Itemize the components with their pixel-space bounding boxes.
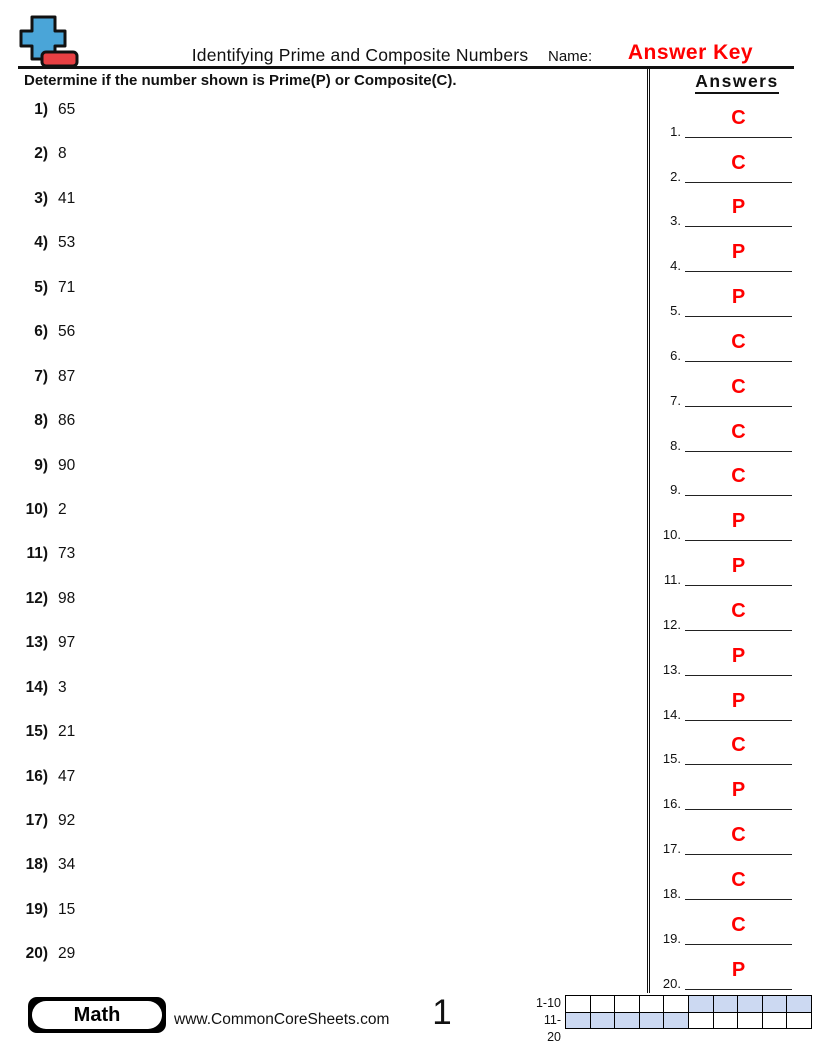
answer-row <box>655 410 797 455</box>
question-number: 5) <box>34 278 48 296</box>
question-number: 6) <box>34 323 48 341</box>
question-number: 12) <box>25 589 48 607</box>
name-value-answer-key: Answer Key <box>627 41 754 64</box>
score-row-label: 1-10 <box>535 996 561 1010</box>
question-row <box>24 318 624 362</box>
answer-letter: P <box>731 779 746 802</box>
question-row <box>24 629 624 673</box>
question-value: 65 <box>58 101 76 118</box>
question-row <box>24 229 624 273</box>
answer-blank-line <box>685 596 792 631</box>
answer-blank-line <box>685 910 792 945</box>
question-row <box>24 407 624 451</box>
question-value: 21 <box>58 723 76 741</box>
question-number: 11) <box>26 545 48 563</box>
answer-row <box>655 589 797 634</box>
question-row <box>24 851 624 895</box>
question-value: 56 <box>58 323 76 341</box>
question-value: 34 <box>58 856 76 874</box>
question-number: 14) <box>25 678 48 696</box>
question-value: 86 <box>58 412 76 430</box>
score-cell <box>639 1012 665 1030</box>
answer-row <box>655 634 797 679</box>
answer-row <box>655 230 797 275</box>
answer-row <box>655 544 797 589</box>
answer-blank-line <box>685 865 792 900</box>
score-table <box>531 995 812 1047</box>
score-row-1 <box>531 995 812 1013</box>
answer-letter: C <box>731 420 746 443</box>
score-cell <box>786 995 812 1013</box>
question-number: 16) <box>25 767 48 785</box>
score-cell <box>614 995 640 1013</box>
question-row <box>24 140 624 184</box>
answer-blank-line <box>685 506 792 541</box>
answers-heading: Answers <box>675 71 799 92</box>
answer-row <box>655 948 797 993</box>
score-cell <box>614 1012 640 1030</box>
answer-number: 12. <box>662 616 681 632</box>
score-cell <box>565 1012 591 1030</box>
answer-blank-line <box>685 730 792 765</box>
answer-number: 20. <box>662 975 681 991</box>
answers-column-divider <box>647 68 650 993</box>
question-value: 90 <box>58 456 76 474</box>
answer-letter: C <box>731 151 746 174</box>
score-cell <box>688 995 714 1013</box>
question-value: 73 <box>58 545 76 563</box>
answer-row <box>655 275 797 320</box>
question-value: 2 <box>58 500 67 518</box>
answer-blank-line <box>685 955 792 990</box>
name-label: Name: <box>548 48 593 65</box>
question-number: 2) <box>34 145 48 163</box>
score-row-label: 11-20 <box>543 1012 561 1044</box>
answer-blank-line <box>685 775 792 810</box>
answer-blank-line <box>685 282 792 317</box>
answer-blank-line <box>685 327 792 362</box>
score-cell <box>786 1012 812 1030</box>
answer-row <box>655 141 797 186</box>
question-value: 87 <box>58 367 76 385</box>
question-number: 8) <box>34 412 48 430</box>
question-row <box>24 185 624 229</box>
score-cell <box>663 1012 689 1030</box>
answer-row <box>655 320 797 365</box>
score-cell <box>762 995 788 1013</box>
answer-letter: P <box>731 958 746 981</box>
answer-letter: P <box>731 286 746 309</box>
answer-letter: P <box>731 196 746 219</box>
answer-number: 14. <box>662 706 681 722</box>
answer-number: 13. <box>662 661 681 677</box>
answer-number: 1. <box>670 123 681 139</box>
question-number: 20) <box>25 945 48 963</box>
answer-letter: P <box>731 689 746 712</box>
page-title: Identifying Prime and Composite Numbers <box>191 45 529 65</box>
answer-row <box>655 96 797 141</box>
answer-row <box>655 813 797 858</box>
answer-letter: C <box>731 913 746 936</box>
answer-list <box>655 96 797 993</box>
answer-row <box>655 186 797 231</box>
question-value: 92 <box>58 812 76 829</box>
question-value: 98 <box>58 589 76 607</box>
question-number: 3) <box>34 189 48 207</box>
answer-number: 2. <box>670 168 681 184</box>
score-cell <box>639 995 665 1013</box>
answer-number: 11. <box>663 572 681 588</box>
question-row <box>24 674 624 718</box>
answer-row <box>655 858 797 903</box>
question-row <box>24 363 624 407</box>
answer-letter: C <box>731 734 746 757</box>
score-cell <box>590 995 616 1013</box>
question-number: 17) <box>25 812 48 829</box>
answer-blank-line <box>685 461 792 496</box>
question-row <box>24 274 624 318</box>
question-row <box>24 718 624 762</box>
answer-row <box>655 455 797 500</box>
question-value: 8 <box>58 145 67 163</box>
answer-letter: C <box>731 375 746 398</box>
question-number: 10) <box>25 500 48 518</box>
question-row <box>24 452 624 496</box>
question-number: 9) <box>34 456 48 474</box>
answer-row <box>655 768 797 813</box>
question-number: 15) <box>25 723 48 741</box>
answer-blank-line <box>685 237 792 272</box>
answer-letter: C <box>731 868 746 891</box>
answer-number: 5. <box>670 303 681 319</box>
answer-number: 6. <box>670 347 681 363</box>
question-value: 29 <box>58 945 76 963</box>
answer-number: 9. <box>670 482 681 498</box>
question-list <box>24 96 624 985</box>
question-number: 13) <box>25 634 48 652</box>
question-value: 71 <box>58 278 76 296</box>
answer-blank-line <box>685 148 792 183</box>
answer-blank-line <box>685 641 792 676</box>
answer-letter: C <box>731 330 746 353</box>
question-row <box>24 763 624 807</box>
question-value: 47 <box>58 767 76 785</box>
question-value: 15 <box>58 900 76 918</box>
answer-letter: P <box>731 510 746 533</box>
answer-row <box>655 679 797 724</box>
score-row-2 <box>531 1012 812 1047</box>
question-number: 1) <box>34 101 48 118</box>
question-row <box>24 807 624 851</box>
answer-number: 19. <box>662 930 681 946</box>
header-divider-line <box>18 66 794 69</box>
answer-blank-line <box>685 551 792 586</box>
score-cell <box>713 995 739 1013</box>
score-cell <box>565 995 591 1013</box>
question-row <box>24 896 624 940</box>
answer-blank-line <box>685 103 792 138</box>
question-number: 7) <box>34 367 48 385</box>
answer-row <box>655 724 797 769</box>
answer-row <box>655 365 797 410</box>
answer-number: 3. <box>670 213 681 229</box>
answer-number: 10. <box>662 527 681 543</box>
question-row <box>24 585 624 629</box>
answer-number: 7. <box>670 392 681 408</box>
answer-number: 8. <box>670 437 681 453</box>
score-cell <box>688 1012 714 1030</box>
answer-letter: C <box>731 599 746 622</box>
answer-blank-line <box>685 372 792 407</box>
subject-badge-label: Math <box>32 1001 162 1029</box>
score-cell <box>590 1012 616 1030</box>
score-cell <box>713 1012 739 1030</box>
answer-number: 16. <box>662 796 681 812</box>
question-number: 19) <box>25 900 48 918</box>
answer-number: 18. <box>662 885 681 901</box>
answer-number: 4. <box>670 258 681 274</box>
question-value: 53 <box>58 234 76 252</box>
question-number: 18) <box>25 856 48 874</box>
answer-letter: C <box>731 106 746 129</box>
answer-blank-line <box>685 686 792 721</box>
answer-blank-line <box>685 820 792 855</box>
question-row <box>24 496 624 540</box>
answer-row <box>655 499 797 544</box>
answer-letter: P <box>731 555 746 578</box>
website-url: www.CommonCoreSheets.com <box>174 1011 390 1028</box>
answer-letter: C <box>731 824 746 847</box>
question-value: 3 <box>58 678 67 696</box>
subject-badge <box>28 997 166 1033</box>
question-number: 4) <box>34 234 48 252</box>
answer-letter: C <box>731 465 746 488</box>
question-row <box>24 540 624 584</box>
question-value: 41 <box>58 189 76 207</box>
score-cell <box>737 1012 763 1030</box>
answer-blank-line <box>685 192 792 227</box>
answer-number: 15. <box>662 751 681 767</box>
score-cell <box>663 995 689 1013</box>
question-value: 97 <box>58 634 76 652</box>
answer-letter: P <box>731 241 746 264</box>
score-cell <box>737 995 763 1013</box>
score-cell <box>762 1012 788 1030</box>
question-row <box>24 940 624 984</box>
answer-row <box>655 903 797 948</box>
page-number: 1 <box>432 993 452 1032</box>
answer-letter: P <box>731 644 746 667</box>
answer-number: 17. <box>662 841 681 857</box>
answer-blank-line <box>685 417 792 452</box>
question-row <box>24 96 624 140</box>
instruction-text: Determine if the number shown is Prime(P) or Composite(C). <box>24 72 457 89</box>
